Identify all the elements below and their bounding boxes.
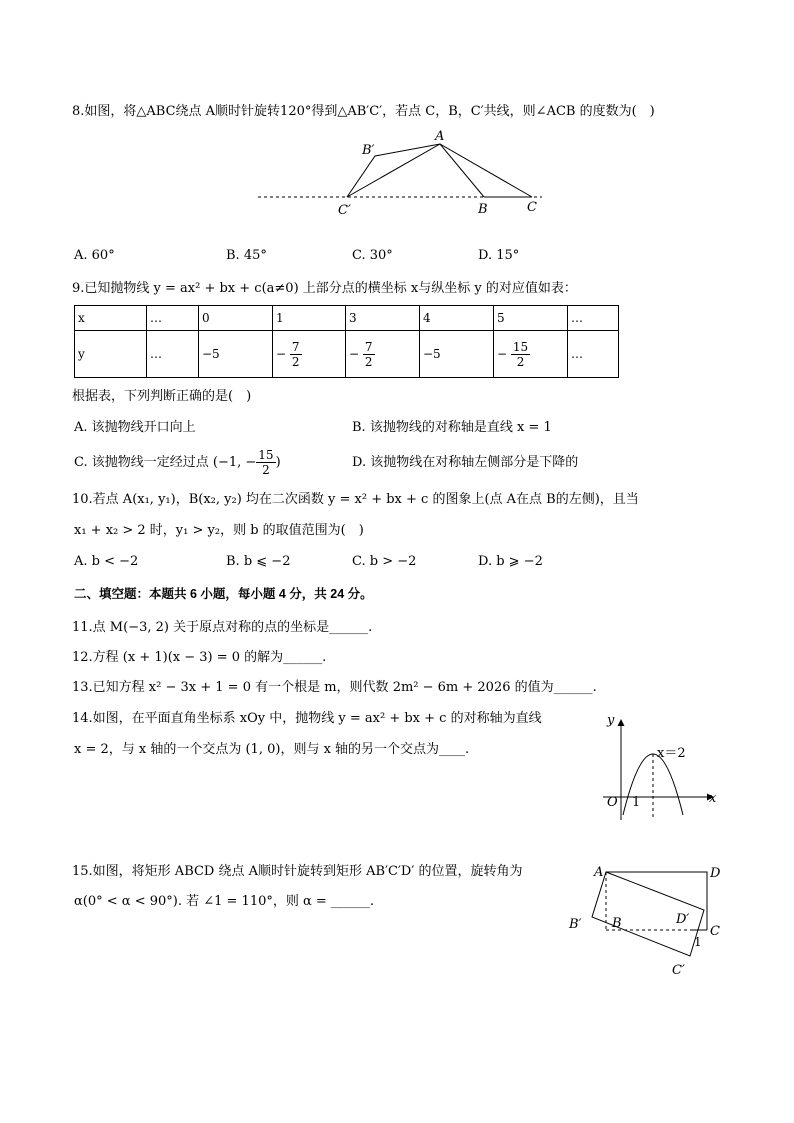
q14-line1: 14.如图，在平面直角坐标系 xOy 中，抛物线 y = ax² + bx + c 的对称轴为直线 <box>72 711 542 726</box>
q15-figure <box>560 860 730 985</box>
q14-one-label: 1 <box>632 795 641 810</box>
q9-option-c-den: 2 <box>262 463 270 477</box>
q9-option-c-fraction <box>256 448 275 477</box>
q9-fraction <box>363 340 375 369</box>
q10-option-d: D. b ⩾ −2 <box>478 554 543 569</box>
q8-option-a: A. 60° <box>74 248 115 263</box>
q9-option-c-num: 15 <box>258 448 274 462</box>
q9-option-c-text: C. 该抛物线一定经过点 (−1, − <box>74 455 257 470</box>
q9-cell: 1 <box>273 306 346 331</box>
q8-label-c: C <box>527 200 537 215</box>
q13: 13.已知方程 x² − 3x + 1 = 0 有一个根是 m，则代数 2m² − 6m + 2026 的值为______. <box>72 680 597 695</box>
q9-frac-num: 7 <box>291 339 300 354</box>
q9-cell: −5 <box>420 331 494 378</box>
q15-label-a: A <box>594 865 604 880</box>
q14-origin-label: O <box>607 795 618 810</box>
q8-label-b: B <box>478 202 488 217</box>
q9-cell <box>273 331 346 378</box>
q15-label-b: B <box>612 916 622 931</box>
q15-label-one: 1 <box>694 935 702 949</box>
q9-frac-num: 15 <box>512 339 529 354</box>
q10-option-b: B. b ⩽ −2 <box>226 554 291 569</box>
q9-value-table <box>74 305 619 378</box>
q8-figure <box>250 125 550 220</box>
q9-cell: … <box>147 306 199 331</box>
q9-table-row-y <box>75 331 619 378</box>
q9-frac-den: 2 <box>291 354 300 369</box>
q8-label-b-prime: B′ <box>362 143 375 158</box>
q9-fraction <box>511 340 530 369</box>
q9-cell <box>494 331 568 378</box>
q9-stem: 9.已知抛物线 y = ax² + bx + c(a≠0) 上部分点的横坐标 x与纵坐标 y 的对应值如表： <box>72 281 577 296</box>
q9-table-row-x <box>75 306 619 331</box>
q14-figure <box>595 708 725 828</box>
section-heading: 二、填空题：本题共 6 小题，每小题 4 分，共 24 分。 <box>74 587 373 601</box>
q9-option-d: D. 该抛物线在对称轴左侧部分是下降的 <box>352 455 579 470</box>
q9-cell: −5 <box>199 331 273 378</box>
q8-option-b: B. 45° <box>226 248 267 263</box>
q9-option-c <box>74 448 281 478</box>
q15-label-c-prime: C′ <box>672 963 685 978</box>
q9-frac-den: 2 <box>364 354 373 369</box>
q9-cell: … <box>568 331 619 378</box>
q15-line1: 15.如图，将矩形 ABCD 绕点 A顺时针旋转到矩形 AB′C′D′ 的位置，旋转角为 <box>72 864 523 879</box>
q9-option-b: B. 该抛物线的对称轴是直线 x = 1 <box>352 420 552 435</box>
q14-x-label: x <box>709 791 717 806</box>
q8-label-a: A <box>435 129 445 144</box>
q10-option-a: A. b < −2 <box>74 554 139 569</box>
q11: 11.点 M(−3, 2) 关于原点对称的点的坐标是______. <box>72 620 373 635</box>
q8-option-d: D. 15° <box>478 248 520 263</box>
q10-line2: x₁ + x₂ > 2 时，y₁ > y₂，则 b 的取值范围为( ) <box>74 523 364 538</box>
q9-cell <box>346 331 420 378</box>
q9-frac-den: 2 <box>516 354 525 369</box>
q9-sign: − <box>276 346 287 361</box>
q10-option-c: C. b > −2 <box>352 554 417 569</box>
q15-label-c: C <box>710 924 720 939</box>
q9-cell: 3 <box>346 306 420 331</box>
q15-label-b-prime: B′ <box>569 917 582 932</box>
q9-cell: … <box>568 306 619 331</box>
q8-stem: 8.如图，将△ABC绕点 A顺时针旋转120°得到△AB′C′，若点 C，B，C′共线，则∠ACB 的度数为( ) <box>72 104 655 119</box>
q9-cell: x <box>75 306 147 331</box>
q9-sign: − <box>497 346 508 361</box>
q9-option-c-close: ) <box>275 455 281 470</box>
q8-option-c: C. 30° <box>352 248 393 263</box>
q15-label-d: D <box>710 866 721 881</box>
q9-option-a: A. 该抛物线开口向上 <box>74 420 196 435</box>
q9-prompt: 根据表，下列判断正确的是( ) <box>72 389 252 404</box>
q8-label-c-prime: C′ <box>338 203 351 218</box>
q14-line2: x = 2，与 x 轴的一个交点为 (1, 0)，则与 x 轴的另一个交点为____. <box>74 742 470 757</box>
q15-label-d-prime: D′ <box>676 912 690 927</box>
q9-cell: 0 <box>199 306 273 331</box>
q9-cell: 4 <box>420 306 494 331</box>
q14-axis-label: x＝2 <box>657 746 686 761</box>
q10-line1: 10.若点 A(x₁, y₁)，B(x₂, y₂) 均在二次函数 y = x² + bx + c 的图象上(点 A在点 B的左侧)，且当 <box>72 492 639 507</box>
q15-line2: α(0° < α < 90°). 若 ∠1 = 110°，则 α = ______. <box>74 894 375 909</box>
q9-cell: … <box>147 331 199 378</box>
q12: 12.方程 (x + 1)(x − 3) = 0 的解为______. <box>72 650 327 665</box>
q9-frac-num: 7 <box>364 339 373 354</box>
q14-y-label: y <box>607 713 615 728</box>
q9-sign: − <box>349 346 360 361</box>
q9-cell: y <box>75 331 147 378</box>
q9-fraction <box>290 340 302 369</box>
q9-cell: 5 <box>494 306 568 331</box>
